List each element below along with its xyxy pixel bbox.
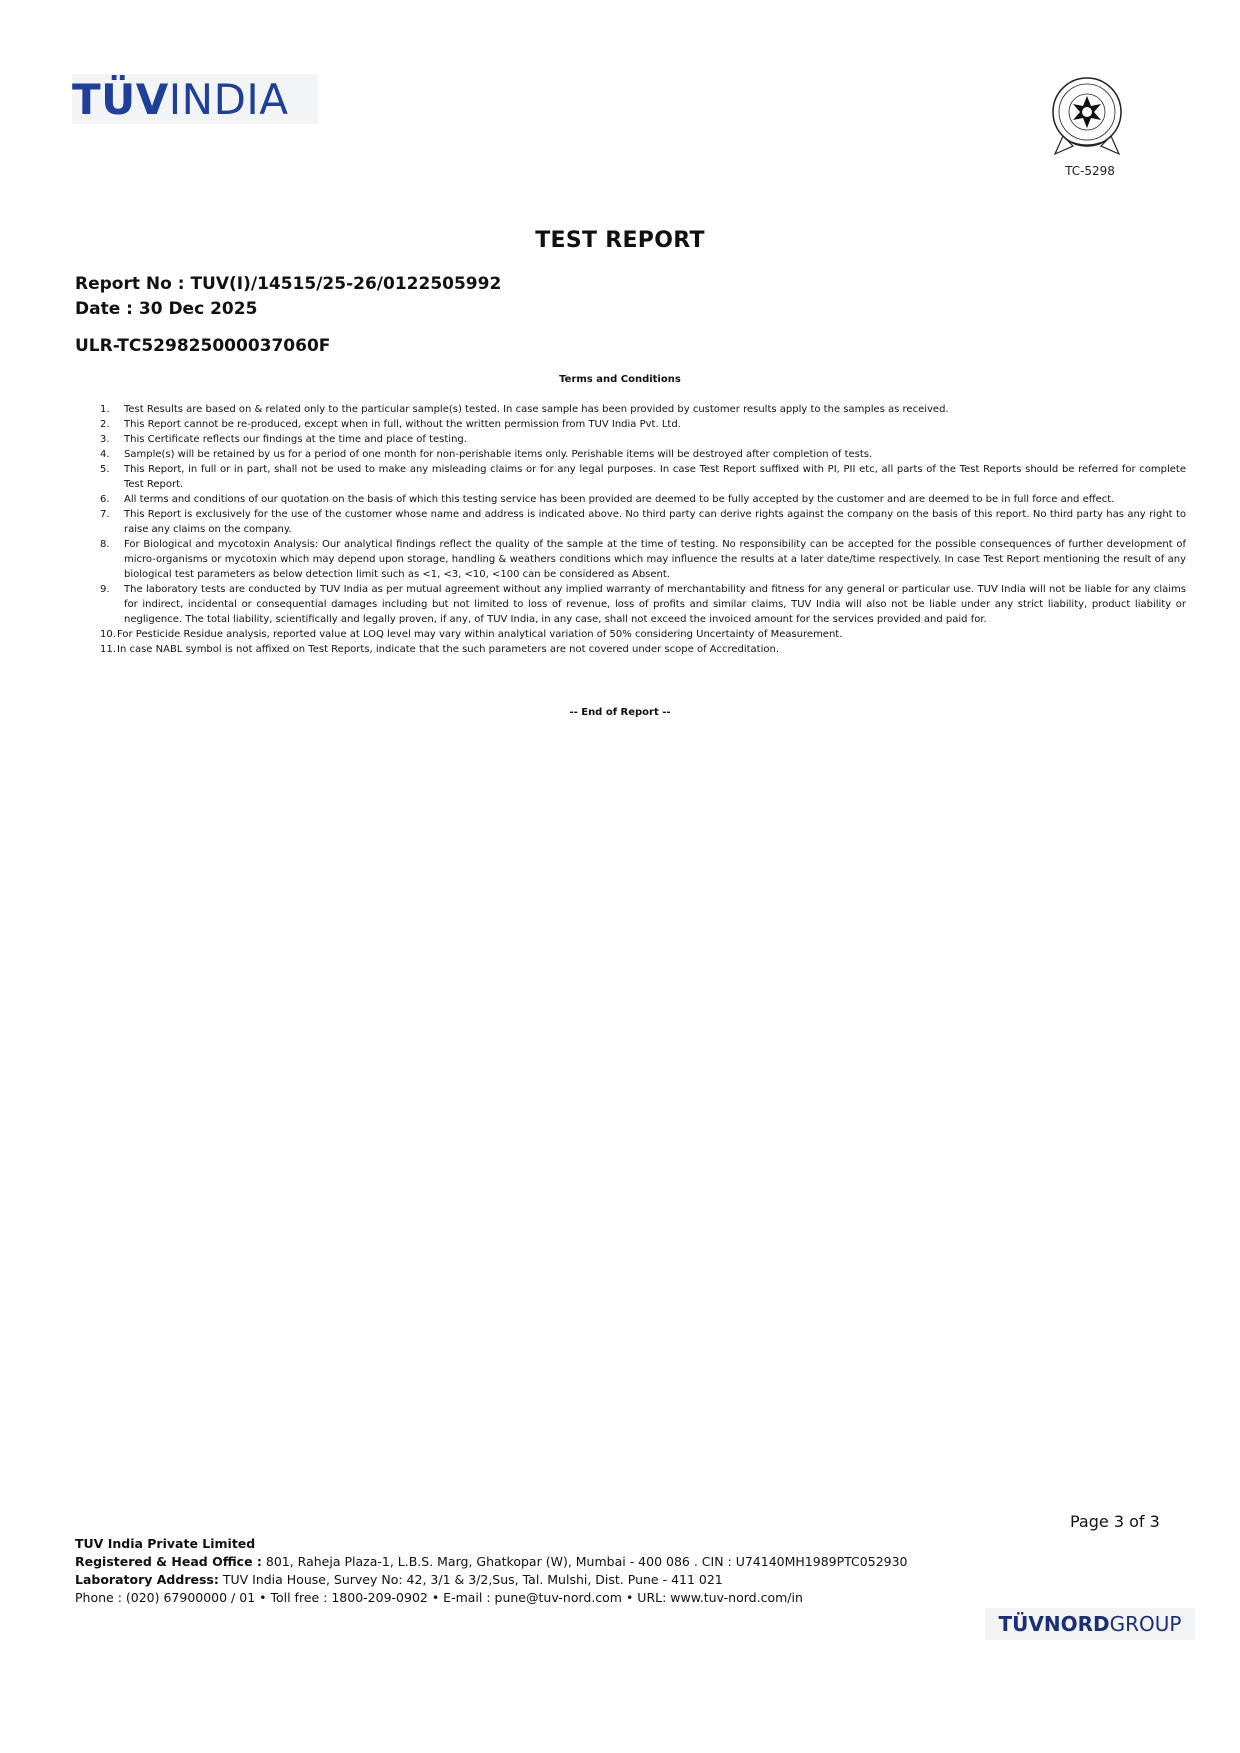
group-logo-mid: NORD bbox=[1043, 1612, 1110, 1636]
term-number: 9. bbox=[100, 584, 110, 595]
term-text: Sample(s) will be retained by us for a period of one month for non-perishable items only. Perishable items will be destroyed after completion of tests. bbox=[124, 449, 873, 460]
term-number: 11. bbox=[100, 644, 116, 655]
term-text: This Report cannot be re-produced, except when in full, without the written permission from TUV India Pvt. Ltd. bbox=[124, 419, 681, 430]
term-number: 3. bbox=[100, 434, 110, 445]
term-item bbox=[0, 582, 1240, 627]
ulr-number: ULR-TC529825000037060F bbox=[75, 336, 331, 356]
term-item bbox=[0, 402, 1240, 417]
tuv-india-logo bbox=[72, 74, 318, 124]
term-number: 8. bbox=[100, 539, 110, 550]
term-text: For Biological and mycotoxin Analysis: Our analytical findings reflect the quality of the sample at the time of testing. No responsibility can be accepted for the possible consequences of further development of micro-organisms or mycotoxin which may depend upon storage, handling & weathers conditions which may influence the results at a later date/time respectively. In case Test Report mentioning the result of any biological test parameters as below detection limit such as <1, <3, <10, <100 can be considered as Absent. bbox=[124, 539, 1186, 580]
term-item bbox=[0, 462, 1240, 492]
footer-lab-address bbox=[75, 1571, 908, 1589]
term-item bbox=[0, 432, 1240, 447]
term-number: 5. bbox=[100, 464, 110, 475]
term-number: 7. bbox=[100, 509, 110, 520]
logo-text-bold: TÜV bbox=[72, 74, 169, 124]
term-number: 4. bbox=[100, 449, 110, 460]
term-text: For Pesticide Residue analysis, reported value at LOQ level may vary within analytical variation of 50% considering Uncertainty of Measurement. bbox=[117, 629, 843, 640]
report-date: Date : 30 Dec 2025 bbox=[75, 299, 258, 319]
term-text: In case NABL symbol is not affixed on Test Reports, indicate that the such parameters are not covered under scope of Accreditation. bbox=[117, 644, 779, 655]
nabl-seal-icon bbox=[1043, 74, 1131, 160]
term-text: This Report is exclusively for the use of the customer whose name and address is indicated above. No third party can derive rights against the company on the basis of this report. No third party has any right to raise any claims on the company. bbox=[124, 509, 1186, 535]
term-number: 2. bbox=[100, 419, 110, 430]
terms-list bbox=[0, 402, 1240, 657]
term-text: The laboratory tests are conducted by TUV India as per mutual agreement without any implied warranty of merchantability and fitness for any general or particular use. TUV India will not be liable for any claims for indirect, incidental or consequential damages including but not limited to loss of revenue, loss of profits and similar claims, TUV India will also not be liable under any strict liability, product liability or negligence. The total liability, scientifically and legally proven, if any, of TUV India, in any case, shall not exceed the invoiced amount for the services provided and paid for. bbox=[124, 584, 1186, 625]
page-title: TEST REPORT bbox=[535, 228, 705, 253]
footer-reg-value: 801, Raheja Plaza-1, L.B.S. Marg, Ghatkopar (W), Mumbai - 400 086 . CIN : U74140MH1989PTC052930 bbox=[261, 1554, 908, 1569]
logo-text-light: INDIA bbox=[168, 74, 289, 124]
seal-code: TC-5298 bbox=[1065, 164, 1115, 178]
footer-company: TUV India Private Limited bbox=[75, 1536, 256, 1551]
footer-reg-label: Registered & Head Office : bbox=[75, 1554, 262, 1569]
footer-lab-label: Laboratory Address: bbox=[75, 1572, 219, 1587]
term-text: Test Results are based on & related only to the particular sample(s) tested. In case sample has been provided by customer results apply to the samples as received. bbox=[124, 404, 949, 415]
term-item bbox=[0, 642, 1240, 657]
end-of-report: -- End of Report -- bbox=[569, 707, 671, 718]
term-item bbox=[0, 507, 1240, 537]
group-logo-light: GROUP bbox=[1109, 1612, 1182, 1636]
footer-address bbox=[75, 1535, 908, 1607]
term-number: 6. bbox=[100, 494, 110, 505]
footer-contact: Phone : (020) 67900000 / 01 • Toll free : 1800-209-0902 • E-mail : pune@tuv-nord.com • URL: www.tuv-nord.com/in bbox=[75, 1590, 803, 1605]
terms-heading: Terms and Conditions bbox=[559, 374, 681, 385]
term-item bbox=[0, 417, 1240, 432]
term-text: All terms and conditions of our quotation on the basis of which this testing service has been provided are deemed to be fully accepted by the customer and are deemed to be in full force and effect. bbox=[124, 494, 1115, 505]
term-number: 10. bbox=[100, 629, 116, 640]
term-item bbox=[0, 537, 1240, 582]
footer-registered-office bbox=[75, 1553, 908, 1571]
group-logo-bold: TÜV bbox=[998, 1612, 1044, 1636]
footer-lab-value: TUV India House, Survey No: 42, 3/1 & 3/2,Sus, Tal. Mulshi, Dist. Pune - 411 021 bbox=[218, 1572, 723, 1587]
term-item bbox=[0, 492, 1240, 507]
term-item bbox=[0, 447, 1240, 462]
term-text: This Certificate reflects our findings at the time and place of testing. bbox=[124, 434, 467, 445]
page-number: Page 3 of 3 bbox=[1070, 1512, 1160, 1531]
term-number: 1. bbox=[100, 404, 110, 415]
report-number: Report No : TUV(I)/14515/25-26/0122505992 bbox=[75, 274, 502, 294]
term-text: This Report, in full or in part, shall not be used to make any misleading claims or for any legal purposes. In case Test Report suffixed with PI, PII etc, all parts of the Test Reports should be referred for complete Test Report. bbox=[124, 464, 1186, 490]
tuv-nord-group-logo bbox=[985, 1608, 1195, 1640]
term-item bbox=[0, 627, 1240, 642]
